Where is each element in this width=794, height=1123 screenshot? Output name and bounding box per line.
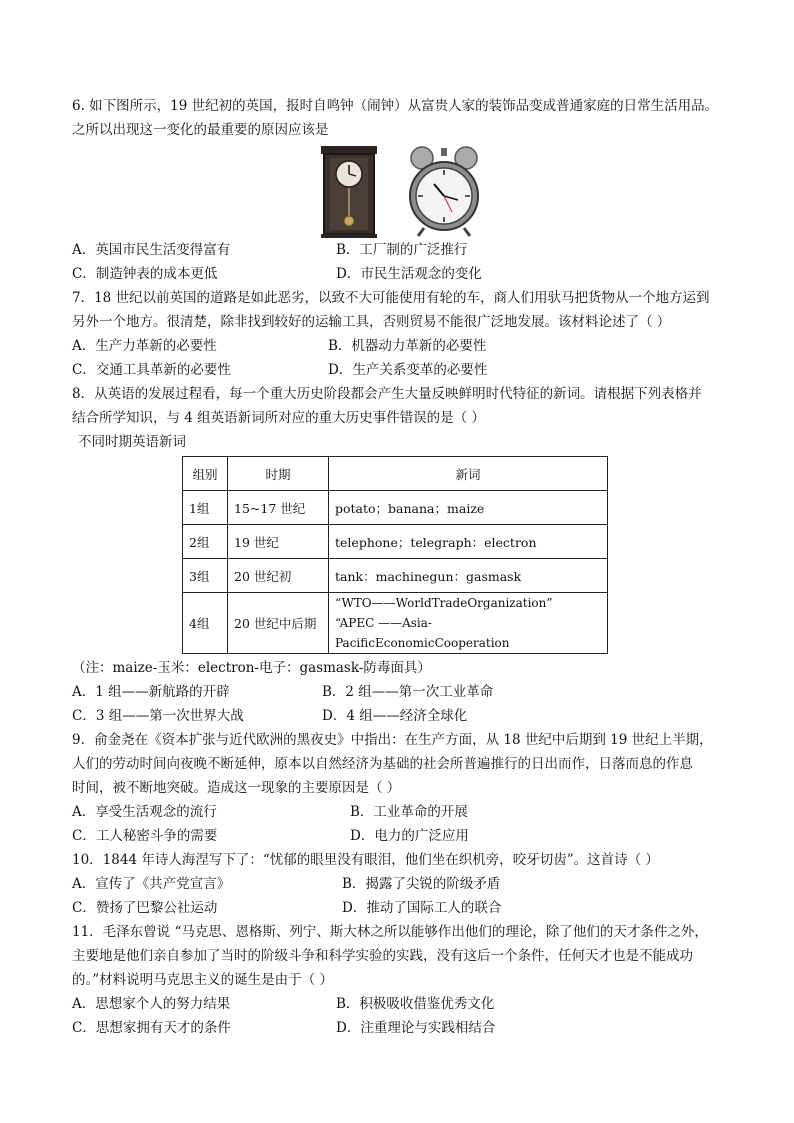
table-row	[183, 525, 608, 559]
question-7-options-row2	[72, 358, 722, 382]
question-7-text-line2: 另外一个地方。很清楚，除非找到较好的运输工具，否则贸易不能很广泛地发展。该材料论述了（ ）	[72, 314, 671, 330]
question-10-option-d[interactable]: D．推动了国际工人的联合	[342, 900, 502, 916]
question-6-text-line1: 6. 如下图所示，19 世纪初的英国，报时自鸣钟（闹钟）从富贵人家的装饰品变成普通家庭的日常生活用品。	[72, 98, 719, 114]
question-11-text-line1: 11．毛泽东曾说 “马克思、恩格斯、列宁、斯大林之所以能够作出他们的理论，除了他们的天才条件之外，	[72, 924, 708, 940]
question-10-options-row2	[72, 896, 722, 920]
table-header-group: 组别	[183, 457, 228, 491]
question-6-options-row2	[72, 262, 722, 286]
question-10-option-b[interactable]: B．揭露了尖锐的阶级矛盾	[342, 876, 501, 892]
table-header-words: 新词	[329, 457, 608, 491]
question-11-option-b[interactable]: B．积极吸收借鉴优秀文化	[336, 996, 495, 1012]
table-cell-words: telephone；telegraph：electron	[329, 525, 608, 559]
question-9-option-b[interactable]: B．工业革命的开展	[350, 804, 468, 820]
question-10-option-a[interactable]: A．宣传了《共产党宣言》	[72, 876, 231, 892]
question-7-option-c[interactable]: C．交通工具革新的必要性	[72, 362, 231, 378]
question-6-text-line2: 之所以出现这一变化的最重要的原因应该是	[72, 122, 329, 138]
question-9-option-a[interactable]: A．享受生活观念的流行	[72, 804, 217, 820]
question-11-options-row1	[72, 992, 722, 1016]
question-9-text-line2: 人们的劳动时间向夜晚不断延伸，原本以自然经济为基础的社会所普遍推行的日出而作，日落而息的作息	[72, 756, 693, 772]
table-cell-group: 4组	[183, 593, 228, 654]
question-6-option-d[interactable]: D．市民生活观念的变化	[336, 266, 482, 282]
table-cell-word-apec: “APEC ——Asia-PacificEconomicCooperation	[335, 616, 510, 650]
question-7-options-row1	[72, 334, 722, 358]
question-11-option-c[interactable]: C．思想家拥有天才的条件	[72, 1020, 231, 1036]
table-row	[183, 491, 608, 525]
alarm-clock-image	[406, 144, 482, 238]
table-cell-period: 20 世纪初	[228, 559, 329, 593]
question-8-options-row1	[72, 680, 722, 704]
question-10-option-c[interactable]: C．赞扬了巴黎公社运动	[72, 900, 218, 916]
question-6-option-b[interactable]: B．工厂制的广泛推行	[336, 242, 468, 258]
question-11-text-line2: 主要地是他们亲自参加了当时的阶级斗争和科学实验的实践，没有这后一个条件，任何天才也是不能成功	[72, 948, 693, 964]
question-8-option-a[interactable]: A．1 组——新航路的开辟	[72, 684, 230, 700]
table-cell-words: potato；banana；maize	[329, 491, 608, 525]
question-6-images	[72, 142, 722, 238]
question-7-text-line1: 7．18 世纪以前英国的道路是如此恶劣，以致不大可能使用有轮的车，商人们用驮马把货物从一个地方运到	[72, 290, 710, 306]
question-9-option-d[interactable]: D．电力的广泛应用	[350, 828, 469, 844]
table-header-period: 时期	[228, 457, 329, 491]
question-8-option-c[interactable]: C．3 组——第一次世界大战	[72, 708, 244, 724]
table-note: （注：maize-玉米：electron-电子：gasmask-防毒面具）	[72, 660, 431, 676]
question-6-option-c[interactable]: C．制造钟表的成本更低	[72, 266, 218, 282]
table-cell-group: 2组	[183, 525, 228, 559]
question-10-options-row1	[72, 872, 722, 896]
question-9-options-row1	[72, 800, 722, 824]
question-6-options-row1	[72, 238, 722, 262]
question-6-option-a[interactable]: A．英国市民生活变得富有	[72, 242, 231, 258]
question-7-option-d[interactable]: D．生产关系变革的必要性	[328, 362, 488, 378]
table-cell-words: tank：machinegun：gasmask	[329, 559, 608, 593]
question-9	[72, 728, 722, 848]
table-row	[183, 559, 608, 593]
question-9-text-line1: 9．俞金尧在《资本扩张与近代欧洲的黑夜史》中指出：在生产方面，从 18 世纪中后期到 19 世纪上半期，	[72, 732, 713, 748]
question-11	[72, 920, 722, 1040]
question-9-text-line3: 时间，被不断地突破。造成这一现象的主要原因是（ ）	[72, 780, 401, 796]
question-8-text-line1: 8．从英语的发展过程看，每一个重大历史阶段都会产生大量反映鲜明时代特征的新词。请根据下列表格并	[72, 386, 702, 402]
table-caption: 不同时期英语新词	[78, 434, 186, 450]
table-row	[183, 593, 608, 654]
table-cell-word-wto: “WTO——WorldTradeOrganization”	[335, 596, 553, 610]
table-cell-words	[329, 593, 608, 654]
question-10	[72, 848, 722, 920]
table-cell-period: 20 世纪中后期	[228, 593, 329, 654]
question-11-options-row2	[72, 1016, 722, 1040]
question-11-option-d[interactable]: D．注重理论与实践相结合	[336, 1020, 496, 1036]
question-11-option-a[interactable]: A．思想家个人的努力结果	[72, 996, 231, 1012]
question-8-text-line2: 结合所学知识，与 4 组英语新词所对应的重大历史事件错误的是（ ）	[72, 410, 485, 426]
question-8-options-row2	[72, 704, 722, 728]
exam-page	[72, 94, 722, 1040]
question-9-options-row2	[72, 824, 722, 848]
question-6	[72, 94, 722, 286]
table-cell-group: 1组	[183, 491, 228, 525]
question-7	[72, 286, 722, 382]
english-new-words-table	[182, 456, 608, 654]
pendulum-clock-image	[318, 146, 380, 238]
table-header-row	[183, 457, 608, 491]
question-8-option-d[interactable]: D．4 组——经济全球化	[322, 708, 468, 724]
question-9-option-c[interactable]: C．工人秘密斗争的需要	[72, 828, 218, 844]
question-8-option-b[interactable]: B．2 组——第一次工业革命	[322, 684, 494, 700]
table-cell-group: 3组	[183, 559, 228, 593]
table-cell-period: 19 世纪	[228, 525, 329, 559]
question-11-text-line3: 的。”材料说明马克思主义的诞生是由于（ ）	[72, 972, 333, 988]
table-cell-period: 15~17 世纪	[228, 491, 329, 525]
question-10-text-line1: 10．1844 年诗人海涅写下了：“忧郁的眼里没有眼泪，他们坐在织机旁，咬牙切齿”。这首诗（ ）	[72, 852, 659, 868]
question-8	[72, 382, 722, 728]
question-7-option-b[interactable]: B．机器动力革新的必要性	[328, 338, 487, 354]
question-7-option-a[interactable]: A．生产力革新的必要性	[72, 338, 217, 354]
